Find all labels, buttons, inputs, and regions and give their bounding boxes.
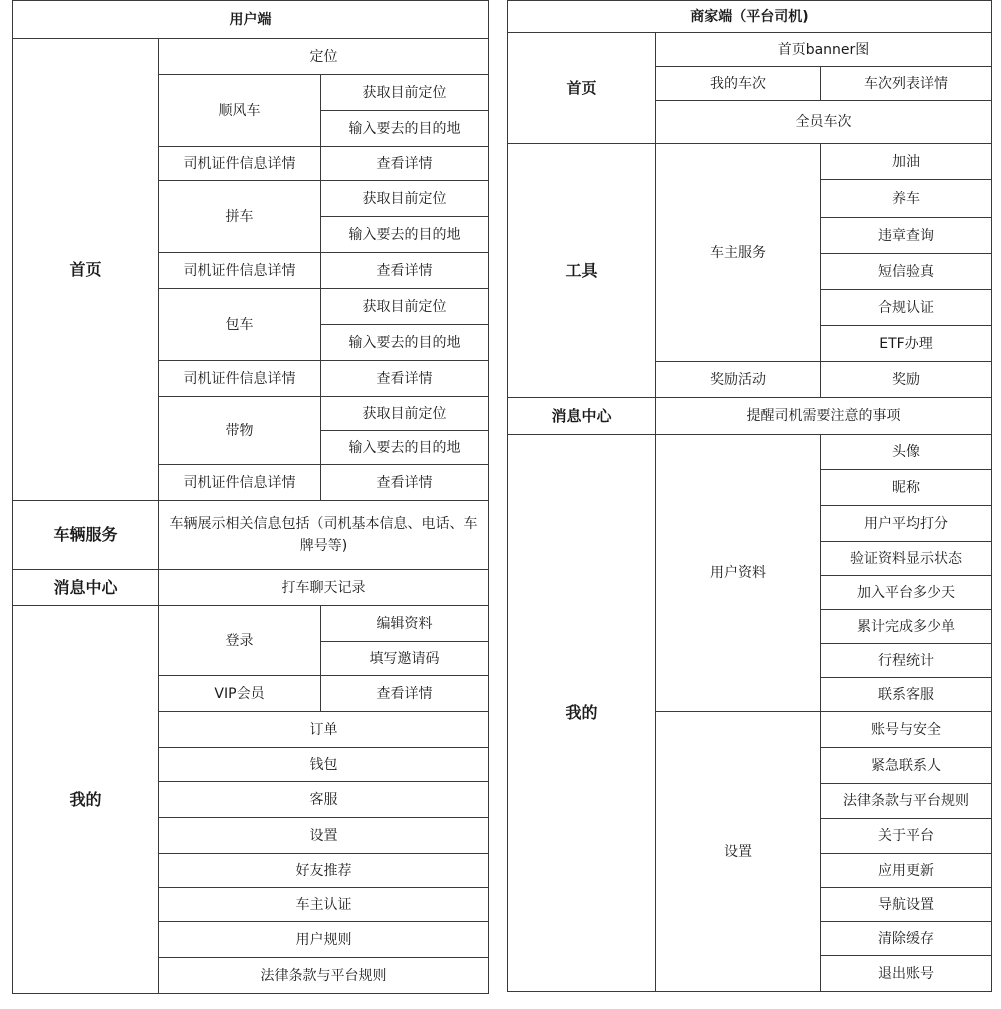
trip-list-cell: 车次列表详情 <box>821 67 992 101</box>
tools-section: 工具 <box>508 144 656 398</box>
settings-emergency-contact: 紧急联系人 <box>821 748 992 784</box>
mine-item-user-rules: 用户规则 <box>159 922 489 958</box>
owner-service-cell: 车主服务 <box>656 144 821 362</box>
driver-reminder-cell: 提醒司机需要注意的事项 <box>656 398 992 435</box>
profile-nickname: 昵称 <box>821 470 992 506</box>
mine-item-orders: 订单 <box>159 712 489 748</box>
merchant-side-table <box>507 0 992 992</box>
hitchhike-cell: 顺风车 <box>159 75 321 147</box>
edit-profile-cell: 编辑资料 <box>321 606 489 642</box>
charter-view-details: 查看详情 <box>321 361 489 397</box>
profile-contact-service: 联系客服 <box>821 678 992 712</box>
settings-cell: 设置 <box>656 712 821 992</box>
mine-item-wallet: 钱包 <box>159 748 489 782</box>
delivery-get-location: 获取目前定位 <box>321 397 489 431</box>
carpool-driver-cert: 司机证件信息详情 <box>159 253 321 289</box>
all-trips-cell: 全员车次 <box>656 101 992 144</box>
mine-item-settings: 设置 <box>159 818 489 854</box>
settings-account-security: 账号与安全 <box>821 712 992 748</box>
user-side-title: 用户端 <box>13 1 489 39</box>
profile-orders-completed: 累计完成多少单 <box>821 610 992 644</box>
settings-app-update: 应用更新 <box>821 854 992 888</box>
profile-cell: 用户资料 <box>656 435 821 712</box>
my-trips-cell: 我的车次 <box>656 67 821 101</box>
service-car-care: 养车 <box>821 180 992 218</box>
service-compliance: 合规认证 <box>821 290 992 326</box>
merchant-side-title: 商家端（平台司机) <box>508 1 992 33</box>
service-sms-verify: 短信验真 <box>821 254 992 290</box>
settings-about: 关于平台 <box>821 819 992 854</box>
user-home-section: 首页 <box>13 39 159 501</box>
hitchhike-view-details: 查看详情 <box>321 147 489 181</box>
charter-driver-cert: 司机证件信息详情 <box>159 361 321 397</box>
mine-item-legal: 法律条款与平台规则 <box>159 958 489 994</box>
carpool-cell: 拼车 <box>159 181 321 253</box>
user-side-table <box>12 0 489 994</box>
service-etf: ETF办理 <box>821 326 992 362</box>
merchant-home-section: 首页 <box>508 33 656 144</box>
vehicle-service-section: 车辆服务 <box>13 501 159 570</box>
invite-code-cell: 填写邀请码 <box>321 642 489 676</box>
charter-cell: 包车 <box>159 289 321 361</box>
settings-logout: 退出账号 <box>821 956 992 992</box>
delivery-cell: 带物 <box>159 397 321 465</box>
carpool-enter-destination: 输入要去的目的地 <box>321 217 489 253</box>
user-mine-section: 我的 <box>13 606 159 994</box>
profile-avatar: 头像 <box>821 435 992 470</box>
service-violation-query: 违章查询 <box>821 218 992 254</box>
location-cell: 定位 <box>159 39 489 75</box>
profile-verify-status: 验证资料显示状态 <box>821 542 992 576</box>
delivery-driver-cert: 司机证件信息详情 <box>159 465 321 501</box>
profile-days-joined: 加入平台多少天 <box>821 576 992 610</box>
vip-view-details: 查看详情 <box>321 676 489 712</box>
settings-clear-cache: 清除缓存 <box>821 922 992 956</box>
rewards-activity-cell: 奖励活动 <box>656 362 821 398</box>
hitchhike-get-location: 获取目前定位 <box>321 75 489 111</box>
delivery-view-details: 查看详情 <box>321 465 489 501</box>
delivery-enter-destination: 输入要去的目的地 <box>321 431 489 465</box>
carpool-get-location: 获取目前定位 <box>321 181 489 217</box>
service-refuel: 加油 <box>821 144 992 180</box>
user-message-section: 消息中心 <box>13 570 159 606</box>
charter-get-location: 获取目前定位 <box>321 289 489 325</box>
mine-item-service: 客服 <box>159 782 489 818</box>
profile-avg-rating: 用户平均打分 <box>821 506 992 542</box>
merchant-mine-section: 我的 <box>508 435 656 992</box>
vip-cell: VIP会员 <box>159 676 321 712</box>
login-cell: 登录 <box>159 606 321 676</box>
mine-item-owner-cert: 车主认证 <box>159 888 489 922</box>
charter-enter-destination: 输入要去的目的地 <box>321 325 489 361</box>
carpool-view-details: 查看详情 <box>321 253 489 289</box>
hitchhike-driver-cert: 司机证件信息详情 <box>159 147 321 181</box>
settings-navigation: 导航设置 <box>821 888 992 922</box>
mine-item-referral: 好友推荐 <box>159 854 489 888</box>
chat-history-cell: 打车聊天记录 <box>159 570 489 606</box>
rewards-cell: 奖励 <box>821 362 992 398</box>
hitchhike-enter-destination: 输入要去的目的地 <box>321 111 489 147</box>
profile-trip-stats: 行程统计 <box>821 644 992 678</box>
settings-legal: 法律条款与平台规则 <box>821 784 992 819</box>
banner-cell: 首页banner图 <box>656 33 992 67</box>
vehicle-service-desc: 车辆展示相关信息包括（司机基本信息、电话、车牌号等) <box>159 501 489 570</box>
merchant-message-section: 消息中心 <box>508 398 656 435</box>
